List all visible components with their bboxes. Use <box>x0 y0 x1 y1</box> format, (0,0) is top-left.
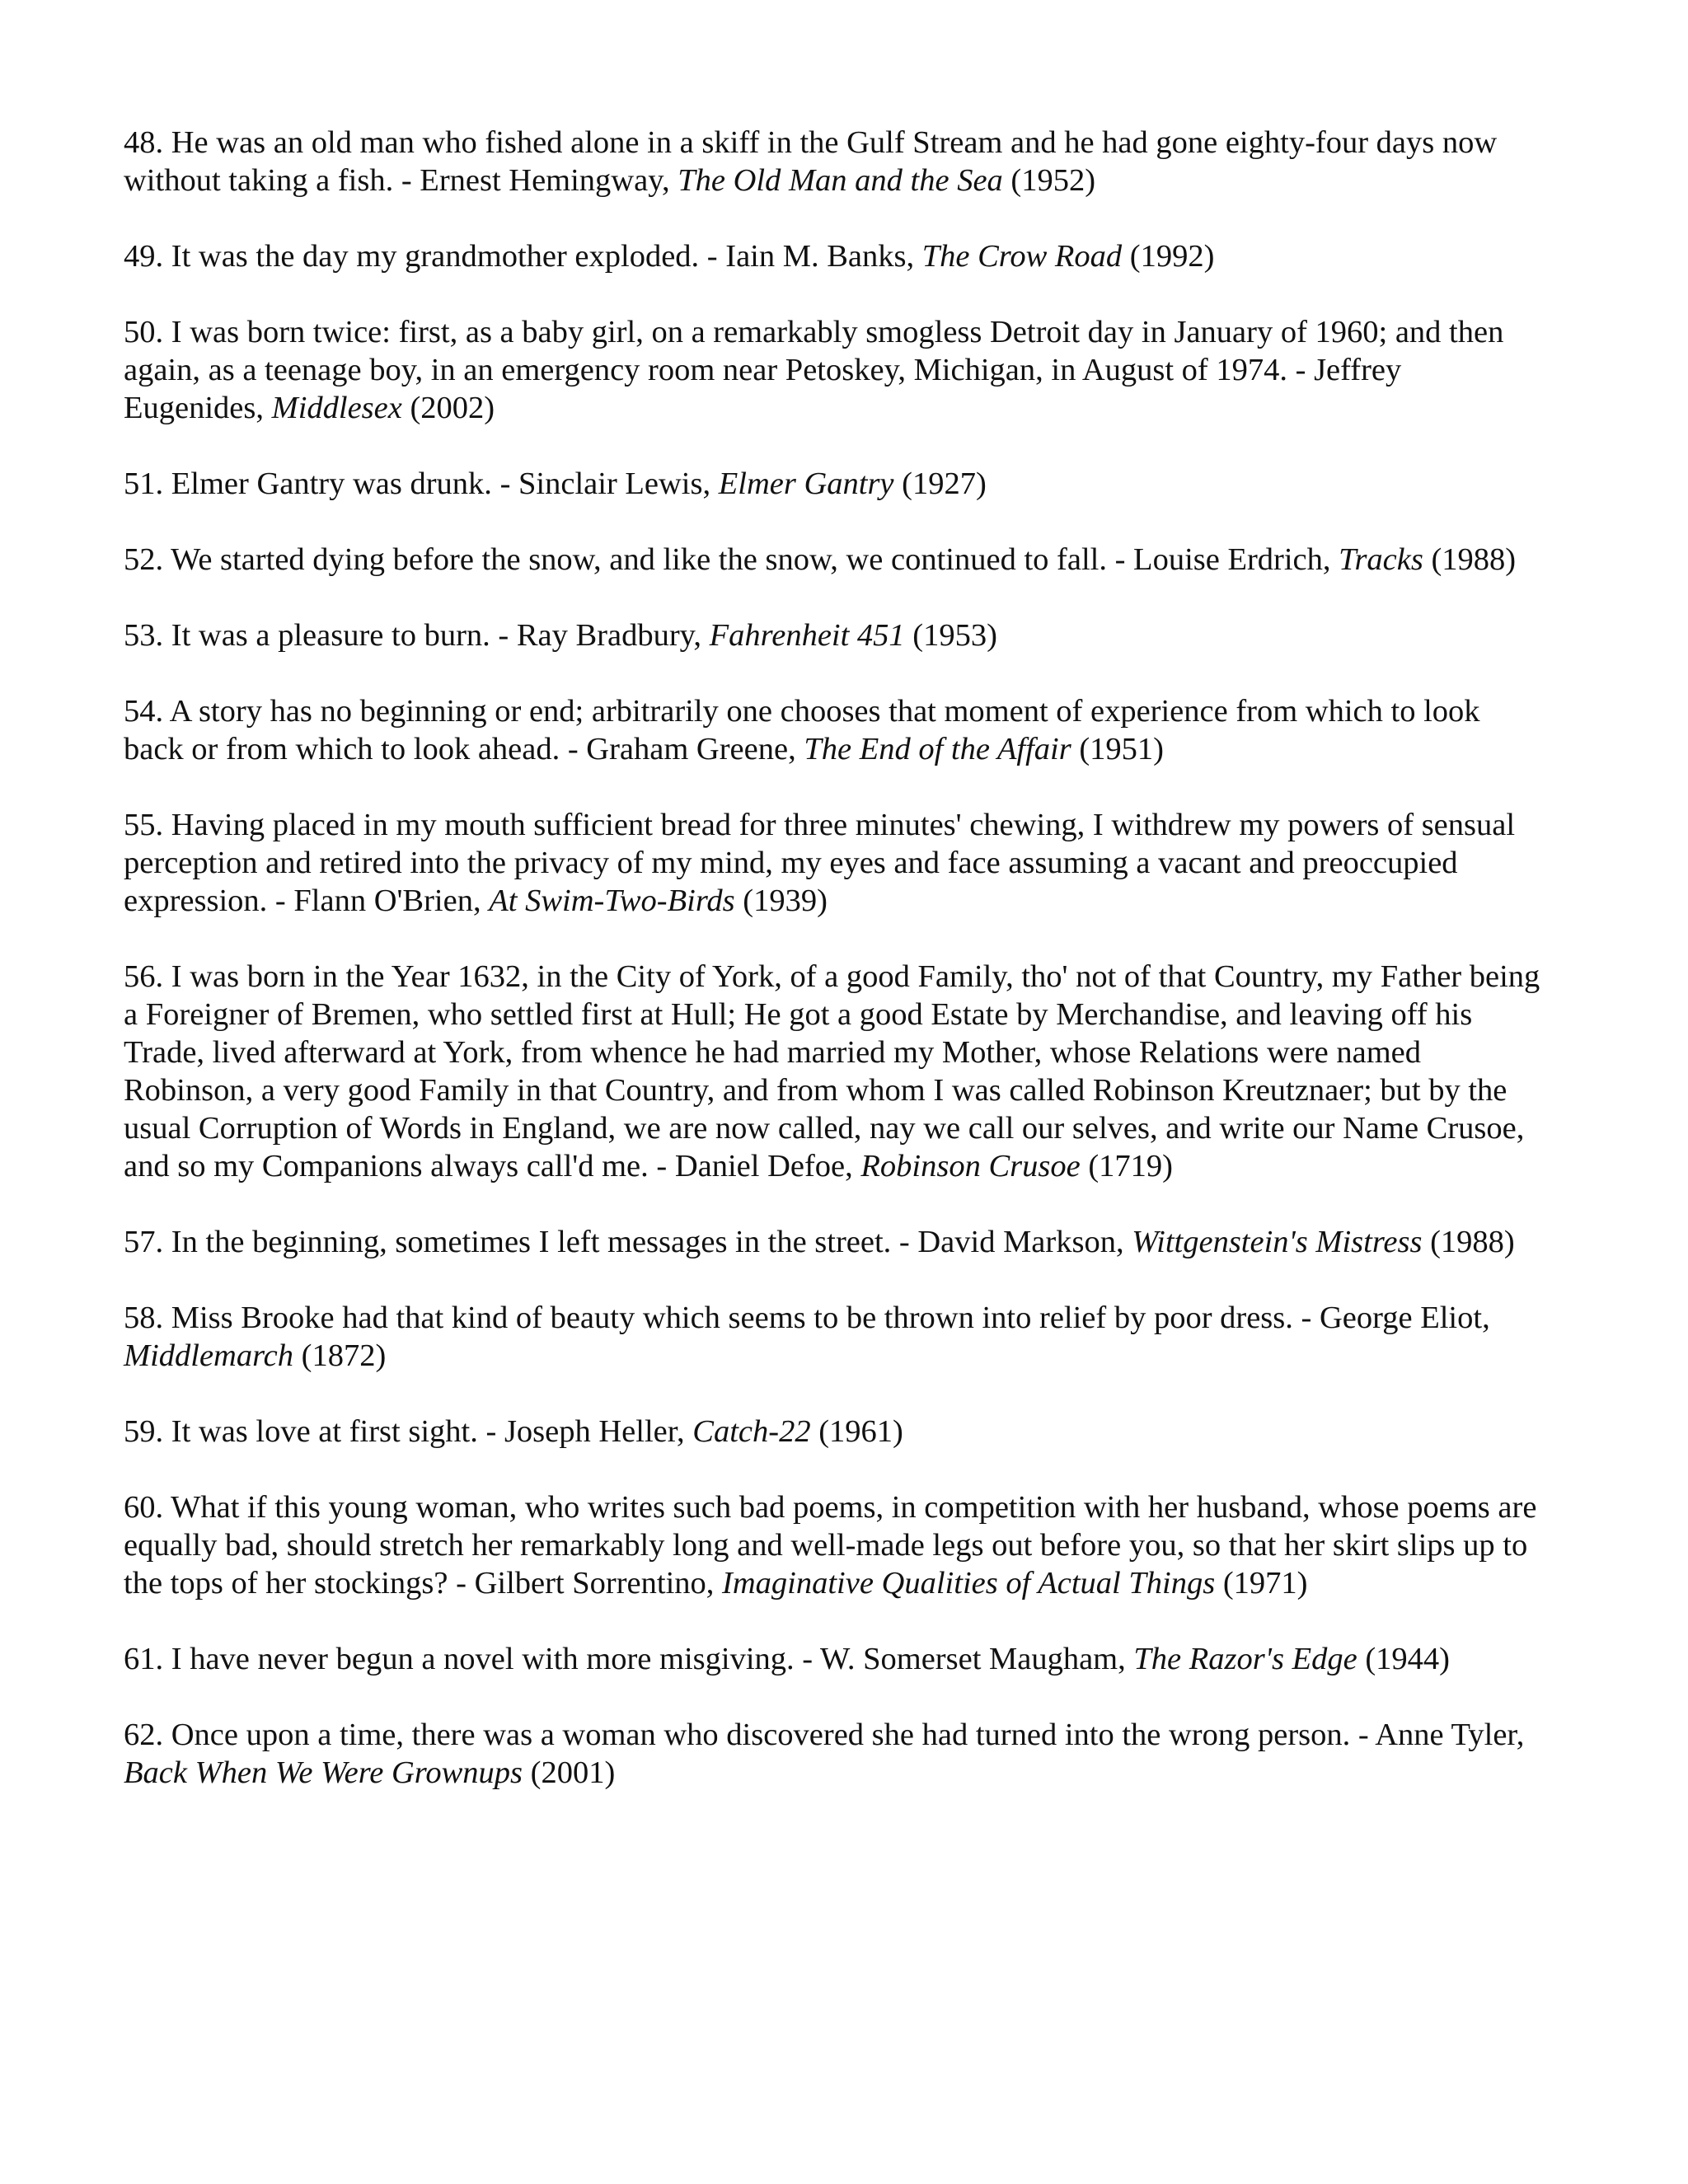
quote-text: What if this young woman, who writes such bad poems, in competition with her husband, whose poems are equally bad, should stretch her remarkably long and well-made legs out before you, so that her skirt slips up to the tops of her stockings? <box>124 1490 1537 1601</box>
book-title: Catch-22 <box>692 1414 811 1449</box>
book-title: Back When We Were Grownups <box>124 1755 523 1790</box>
book-title: Elmer Gantry <box>718 466 894 501</box>
quote-text: I have never begun a novel with more misgiving. <box>171 1642 795 1676</box>
book-title: The End of the Affair <box>804 732 1071 766</box>
document-page <box>124 124 1541 1830</box>
book-title: Middlemarch <box>124 1338 293 1373</box>
publication-year: (1944) <box>1365 1642 1450 1676</box>
author-name: Anne Tyler <box>1375 1718 1517 1752</box>
book-title: Robinson Crusoe <box>860 1149 1081 1183</box>
author-name: Daniel Defoe <box>674 1149 846 1183</box>
entry-number: 61. <box>124 1642 164 1676</box>
entry-number: 54. <box>124 694 164 729</box>
entry-number: 51. <box>124 466 164 501</box>
entry-number: 57. <box>124 1225 164 1259</box>
quote-text: It was love at first sight. <box>171 1414 478 1449</box>
quote-text: It was the day my grandmother exploded. <box>171 239 700 274</box>
quote-text: It was a pleasure to burn. <box>171 618 490 653</box>
publication-year: (1952) <box>1010 163 1096 198</box>
quote-entry: 54. A story has no beginning or end; arbitrarily one chooses that moment of experience from which to look back or from which to look ahead. - Graham Greene, The End of the Affair (1951) <box>124 694 1480 766</box>
book-title: Tracks <box>1339 542 1423 577</box>
quote-entry: 58. Miss Brooke had that kind of beauty which seems to be thrown into relief by poor dress. - George Eliot, Middlemarch (1872) <box>124 1301 1490 1373</box>
book-title: Middlesex <box>271 391 402 425</box>
quote-entry: 51. Elmer Gantry was drunk. - Sinclair Lewis, Elmer Gantry (1927) <box>124 466 987 501</box>
quote-entry: 56. I was born in the Year 1632, in the City of York, of a good Family, tho' not of that Country, my Father being a Foreigner of Bremen, who settled first at Hull; He got a good Estate by Merchandise, and leaving off his Trade, lived afterward at York, from whence he had married my Mother, whose Relations were named Robinson, a very good Family in that Country, and from whom I was called Robinson Kreutznaer; but by the usual Corruption of Words in England, we are now called, nay we call our selves, and write our Name Crusoe, and so my Companions always call'd me. - Daniel Defoe, Robinson Crusoe (1719) <box>124 959 1540 1183</box>
publication-year: (1951) <box>1079 732 1164 766</box>
quote-entry: 53. It was a pleasure to burn. - Ray Bradbury, Fahrenheit 451 (1953) <box>124 618 997 653</box>
author-name: Graham Greene <box>586 732 789 766</box>
publication-year: (2002) <box>410 391 495 425</box>
entry-number: 60. <box>124 1490 164 1525</box>
quote-entry: 60. What if this young woman, who writes such bad poems, in competition with her husband, whose poems are equally bad, should stretch her remarkably long and well-made legs out before you, so that her skirt slips up to the tops of her stockings? - Gilbert Sorrentino, Imaginative Qualities of Actual Things (1971) <box>124 1490 1537 1601</box>
author-name: Louise Erdrich <box>1133 542 1323 577</box>
book-title: The Old Man and the Sea <box>678 163 1003 198</box>
book-title: Imaginative Qualities of Actual Things <box>722 1566 1216 1601</box>
entry-number: 50. <box>124 315 164 349</box>
publication-year: (1961) <box>818 1414 903 1449</box>
entry-number: 53. <box>124 618 164 653</box>
entry-number: 52. <box>124 542 164 577</box>
author-name: Joseph Heller <box>504 1414 678 1449</box>
quote-text: Elmer Gantry was drunk. <box>171 466 492 501</box>
quote-entry: 52. We started dying before the snow, and like the snow, we continued to fall. - Louise Erdrich, Tracks (1988) <box>124 542 1517 577</box>
quote-entry: 48. He was an old man who fished alone in a skiff in the Gulf Stream and he had gone eighty-four days now without taking a fish. - Ernest Hemingway, The Old Man and the Sea (1952) <box>124 125 1498 198</box>
entry-number: 62. <box>124 1718 164 1752</box>
entry-number: 48. <box>124 125 164 160</box>
publication-year: (1992) <box>1129 239 1215 274</box>
quote-entry: 50. I was born twice: first, as a baby girl, on a remarkably smogless Detroit day in January of 1960; and then again, as a teenage boy, in an emergency room near Petoskey, Michigan, in August of 1974. - Jeffrey Eugenides, Middlesex (2002) <box>124 315 1504 425</box>
publication-year: (1939) <box>743 883 828 918</box>
quote-text: Once upon a time, there was a woman who discovered she had turned into the wrong person. <box>171 1718 1351 1752</box>
quote-text: Miss Brooke had that kind of beauty which seems to be thrown into relief by poor dress. <box>171 1301 1293 1335</box>
quote-text: I was born twice: first, as a baby girl, on a remarkably smogless Detroit day in January of 1960; and then again, as a teenage boy, in an emergency room near Petoskey, Michigan, in August of 1974. <box>124 315 1504 387</box>
book-title: The Razor's Edge <box>1133 1642 1357 1676</box>
entry-number: 58. <box>124 1301 164 1335</box>
publication-year: (1971) <box>1222 1566 1308 1601</box>
quote-text: In the beginning, sometimes I left messages in the street. <box>171 1225 892 1259</box>
entry-number: 56. <box>124 959 164 994</box>
entry-number: 59. <box>124 1414 164 1449</box>
quote-text: Having placed in my mouth sufficient bread for three minutes' chewing, I withdrew my powers of sensual perception and retired into the privacy of my mind, my eyes and face assuming a vacant and preoccupied expression. <box>124 808 1516 918</box>
quote-entry: 59. It was love at first sight. - Joseph Heller, Catch-22 (1961) <box>124 1414 903 1449</box>
publication-year: (1988) <box>1430 1225 1515 1259</box>
quote-entry: 62. Once upon a time, there was a woman who discovered she had turned into the wrong person. - Anne Tyler, Back When We Were Grownups (2001) <box>124 1718 1525 1790</box>
quote-text: I was born in the Year 1632, in the City of York, of a good Family, tho' not of that Country, my Father being a Foreigner of Bremen, who settled first at Hull; He got a good Estate by Merchandise, and leaving off his Trade, lived afterward at York, from whence he had married my Mother, whose Relations were named Robinson, a very good Family in that Country, and from whom I was called Robinson Kreutznaer; but by the usual Corruption of Words in England, we are now called, nay we call our selves, and write our Name Crusoe, and so my Companions always call'd me. <box>124 959 1540 1183</box>
quote-entry: 61. I have never begun a novel with more misgiving. - W. Somerset Maugham, The Razor's Edge (1944) <box>124 1642 1450 1676</box>
publication-year: (2001) <box>530 1755 616 1790</box>
publication-year: (1988) <box>1431 542 1517 577</box>
author-name: Ray Bradbury <box>516 618 694 653</box>
book-title: The Crow Road <box>921 239 1123 274</box>
author-name: George Eliot <box>1319 1301 1483 1335</box>
author-name: W. Somerset Maugham <box>820 1642 1118 1676</box>
author-name: David Markson <box>917 1225 1116 1259</box>
book-title: At Swim-Two-Birds <box>489 883 735 918</box>
author-name: Gilbert Sorrentino <box>474 1566 706 1601</box>
quote-text: We started dying before the snow, and like the snow, we continued to fall. <box>171 542 1107 577</box>
author-name: Flann O'Brien <box>293 883 473 918</box>
author-name: Iain M. Banks <box>725 239 907 274</box>
quote-text: He was an old man who fished alone in a skiff in the Gulf Stream and he had gone eighty-four days now without taking a fish. <box>124 125 1498 198</box>
quote-text: A story has no beginning or end; arbitrarily one chooses that moment of experience from which to look back or from which to look ahead. <box>124 694 1480 766</box>
publication-year: (1719) <box>1088 1149 1173 1183</box>
book-title: Fahrenheit 451 <box>709 618 905 653</box>
quote-entry: 55. Having placed in my mouth sufficient bread for three minutes' chewing, I withdrew my powers of sensual perception and retired into the privacy of my mind, my eyes and face assuming a vacant and preoccupied expression. - Flann O'Brien, At Swim-Two-Birds (1939) <box>124 808 1516 918</box>
book-title: Wittgenstein's Mistress <box>1132 1225 1423 1259</box>
author-name: Jeffrey Eugenides <box>124 353 1402 425</box>
author-name: Ernest Hemingway <box>420 163 662 198</box>
quote-entry: 57. In the beginning, sometimes I left messages in the street. - David Markson, Wittgenstein's Mistress (1988) <box>124 1225 1515 1259</box>
author-name: Sinclair Lewis <box>518 466 703 501</box>
quote-entry: 49. It was the day my grandmother exploded. - Iain M. Banks, The Crow Road (1992) <box>124 239 1215 274</box>
publication-year: (1927) <box>902 466 987 501</box>
publication-year: (1872) <box>301 1338 387 1373</box>
entry-number: 49. <box>124 239 164 274</box>
publication-year: (1953) <box>912 618 997 653</box>
entry-number: 55. <box>124 808 164 842</box>
